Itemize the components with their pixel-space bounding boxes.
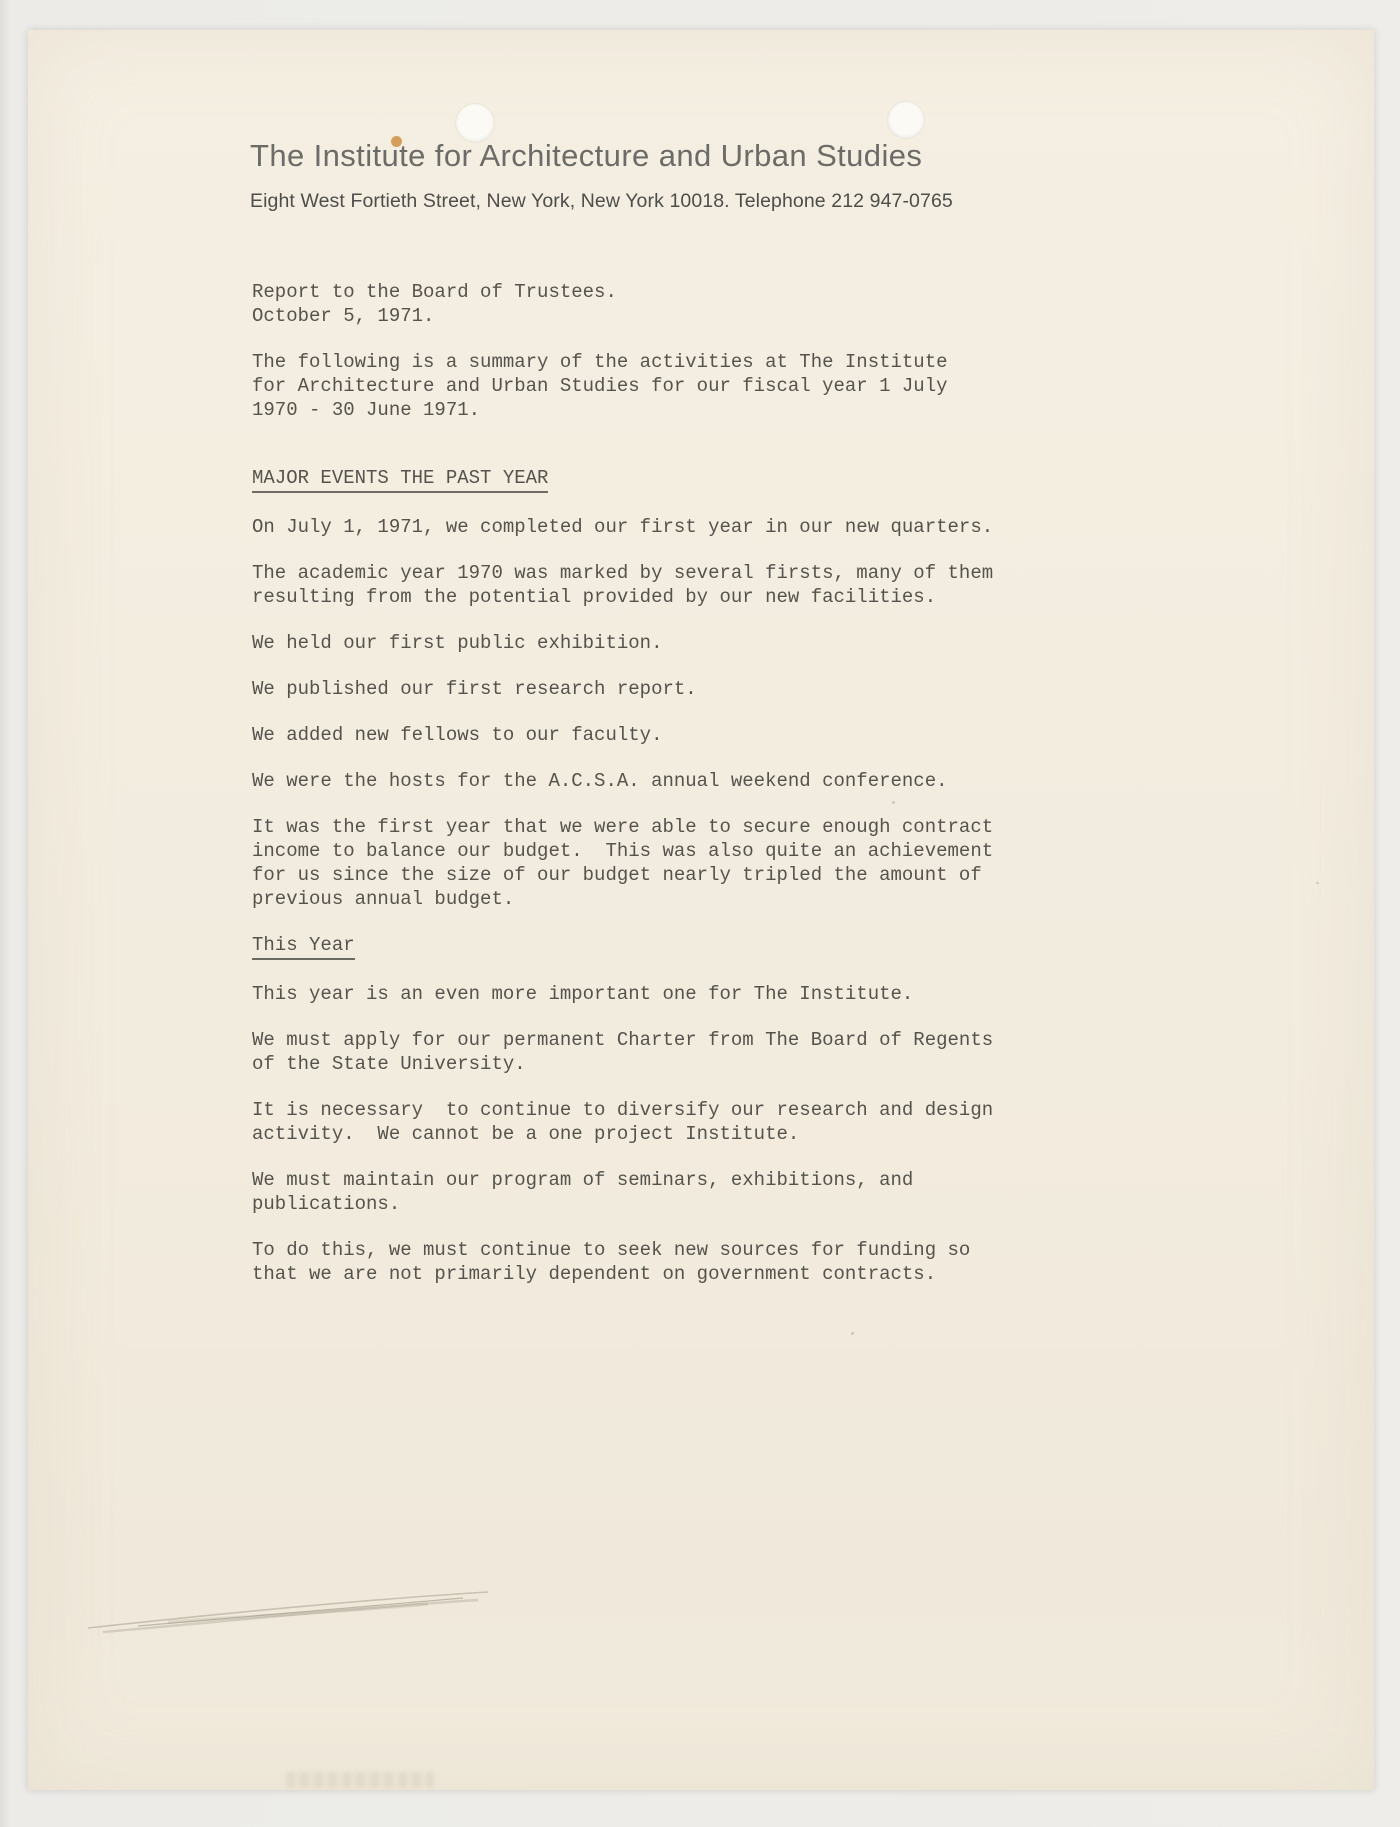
report-paragraph xyxy=(252,1238,1042,1286)
report-body xyxy=(252,280,1042,1308)
section-heading-text: MAJOR EVENTS THE PAST YEAR xyxy=(252,466,548,493)
report-line: To do this, we must continue to seek new sources for funding so xyxy=(252,1239,971,1261)
report-line: We held our first public exhibition. xyxy=(252,632,663,654)
report-paragraph xyxy=(252,350,1042,422)
report-paragraph xyxy=(252,561,1042,609)
report-line: We were the hosts for the A.C.S.A. annual weekend conference. xyxy=(252,770,948,792)
hole-punch-left xyxy=(456,104,494,142)
report-line: 1970 - 30 June 1971. xyxy=(252,399,481,421)
report-paragraph xyxy=(252,1028,1042,1076)
report-line: income to balance our budget. This was also quite an achievement xyxy=(252,840,994,862)
letterhead xyxy=(250,138,953,213)
faint-stamp-mark xyxy=(286,1772,434,1788)
pencil-smudge xyxy=(78,1570,498,1640)
report-line: This year is an even more important one for The Institute. xyxy=(252,983,914,1005)
report-heading xyxy=(252,933,1042,960)
report-line: We published our first research report. xyxy=(252,678,697,700)
report-line: We added new fellows to our faculty. xyxy=(252,724,663,746)
report-paragraph xyxy=(252,1168,1042,1216)
report-line xyxy=(252,466,1042,493)
report-paragraph xyxy=(252,677,1042,701)
section-heading-text: This Year xyxy=(252,933,355,960)
report-paragraph xyxy=(252,631,1042,655)
report-paragraph xyxy=(252,515,1042,539)
report-line: for Architecture and Urban Studies for our fiscal year 1 July xyxy=(252,375,948,397)
report-line: of the State University. xyxy=(252,1053,526,1075)
report-line: It is necessary to continue to diversify our research and design xyxy=(252,1099,994,1121)
report-line: previous annual budget. xyxy=(252,888,515,910)
report-paragraph xyxy=(252,769,1042,793)
letterhead-org-name: The Institute for Architecture and Urban Studies xyxy=(250,138,923,173)
report-paragraph xyxy=(252,1098,1042,1146)
report-line: activity. We cannot be a one project Institute. xyxy=(252,1123,800,1145)
report-paragraph xyxy=(252,982,1042,1006)
report-line xyxy=(252,933,1042,960)
report-line: We must apply for our permanent Charter from The Board of Regents xyxy=(252,1029,994,1051)
report-line: resulting from the potential provided by our new facilities. xyxy=(252,586,937,608)
letterhead-address: Eight West Fortieth Street, New York, New York 10018. Telephone 212 947-0765 xyxy=(250,190,953,212)
report-heading xyxy=(252,466,1042,493)
report-line: We must maintain our program of seminars, exhibitions, and xyxy=(252,1169,914,1191)
report-line: Report to the Board of Trustees. xyxy=(252,281,617,303)
report-paragraph xyxy=(252,815,1042,911)
report-paragraph xyxy=(252,280,1042,328)
report-line: October 5, 1971. xyxy=(252,305,435,327)
paper-sheet xyxy=(28,30,1374,1790)
hole-punch-right xyxy=(888,102,924,138)
report-paragraph xyxy=(252,723,1042,747)
report-line: On July 1, 1971, we completed our first year in our new quarters. xyxy=(252,516,994,538)
dust-speck xyxy=(851,1332,854,1335)
report-line: that we are not primarily dependent on government contracts. xyxy=(252,1263,937,1285)
dust-speck xyxy=(1316,882,1319,884)
report-line: The academic year 1970 was marked by several firsts, many of them xyxy=(252,562,994,584)
report-line: The following is a summary of the activities at The Institute xyxy=(252,351,948,373)
report-line: for us since the size of our budget nearly tripled the amount of xyxy=(252,864,982,886)
report-line: It was the first year that we were able to secure enough contract xyxy=(252,816,994,838)
report-line: publications. xyxy=(252,1193,401,1215)
